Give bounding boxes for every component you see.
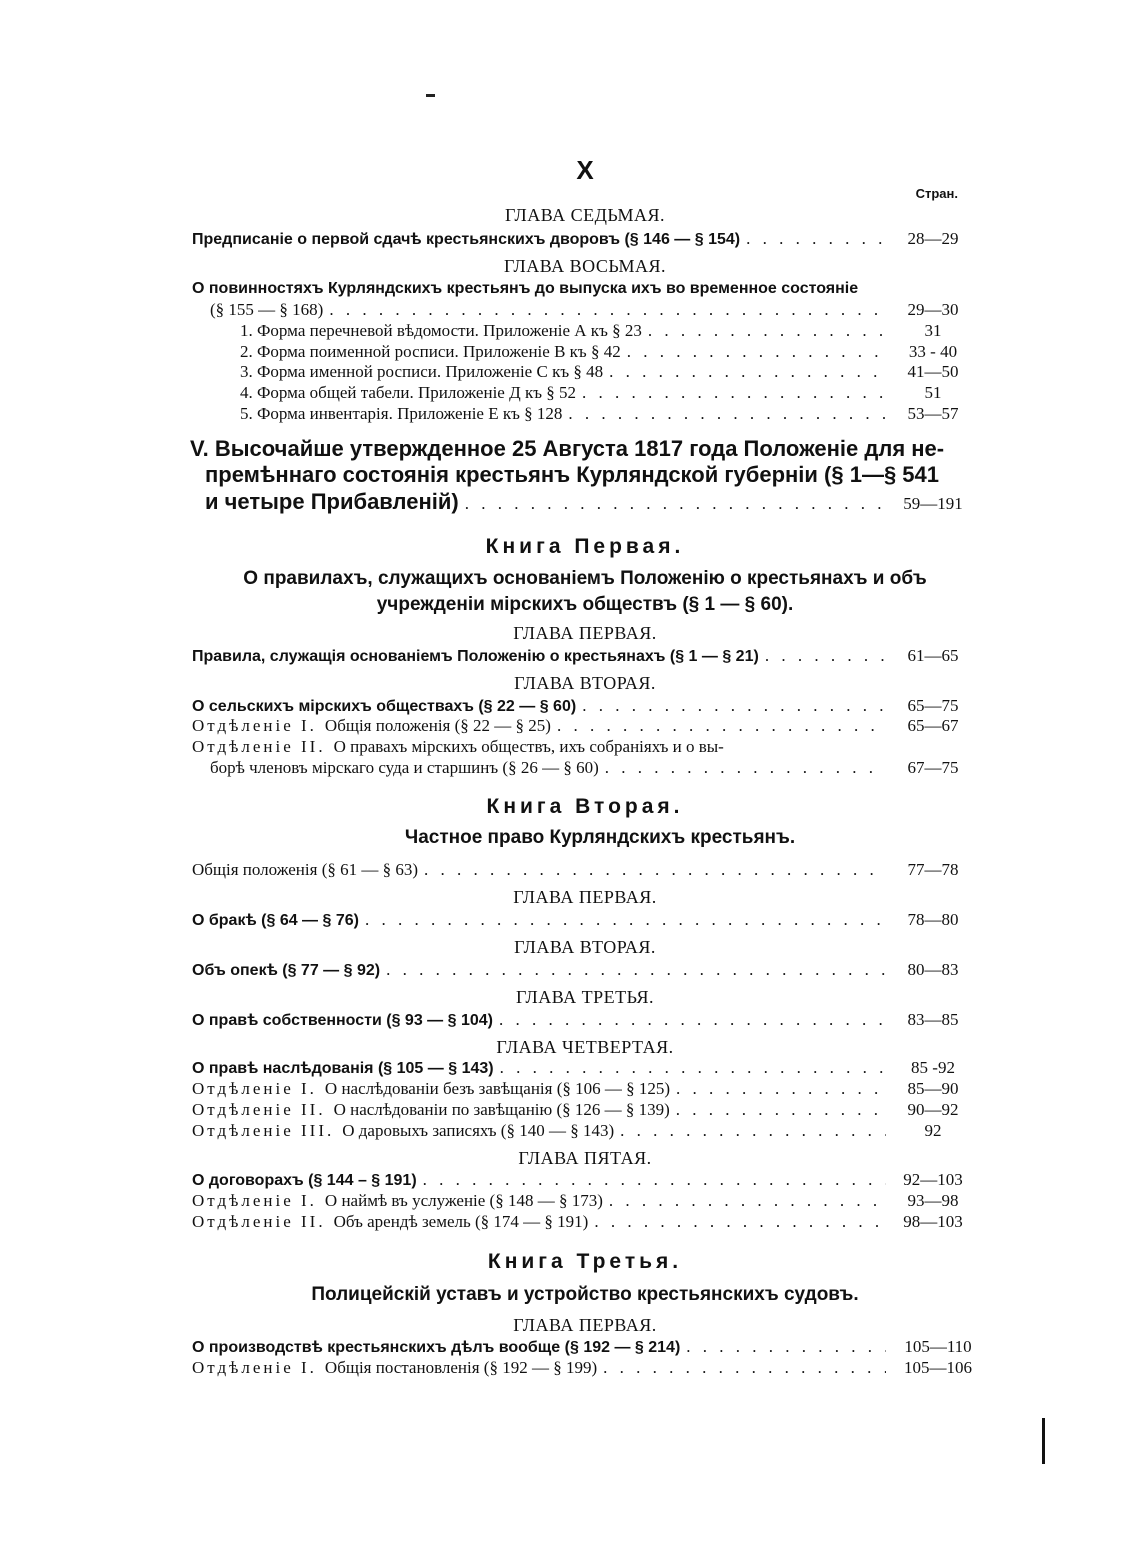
scan-edge-mark [1042,1418,1045,1464]
toc-entry [192,696,974,717]
chapter-heading: ГЛАВА СЕДЬМАЯ. [504,205,666,225]
part-title-cont: и четыре Прибавленій) [205,489,459,514]
entry-pages: 92—103 [903,1170,963,1189]
entry-pages: 51 [924,383,942,402]
toc-entry [192,1358,984,1379]
entry-title: О наслѣдованіи по завѣщанію (§ 126 — § 139) [333,1100,670,1119]
toc-entry [240,362,974,383]
entry-title: 2. Форма поименной росписи. Приложеніе В къ § 42 [240,342,621,361]
entry-title: О бракѣ (§ 64 — § 76) [192,912,359,929]
entry-pages: 29—30 [907,300,959,319]
toc-entry [210,300,974,321]
leader-dots [765,646,886,666]
entry-title: О производствѣ крестьянскихъ дѣлъ вообще (§ 192 — § 214) [192,1339,681,1356]
entry-title-cont: борѣ членовъ мірскаго суда и старшинъ (§ 26 — § 60) [210,758,599,777]
entry-title: Предписаніе о первой сдачѣ крестьянскихъ дворовъ (§ 146 — § 154) [192,231,741,248]
toc-entry [192,1337,984,1358]
section-label: Отдѣленіе I. [192,1191,317,1210]
toc-entry [210,758,974,779]
entry-pages: 33 - 40 [908,342,958,361]
toc-entry [192,1010,974,1031]
entry-pages: 65—75 [907,696,959,715]
entry-title: Общія положенія (§ 22 — § 25) [324,716,551,735]
entry-pages: 85 -92 [911,1058,955,1077]
toc-entry [192,1191,974,1212]
entry-pages: 28—29 [907,229,959,248]
leader-dots [676,1100,886,1120]
toc-entry [192,1058,974,1079]
leader-dots [386,960,886,980]
chapter-heading: ГЛАВА ВТОРАЯ. [514,673,656,693]
entry-pages: 31 [924,321,942,340]
toc-entry [192,1212,974,1233]
entry-title: 3. Форма именной росписи. Приложеніе С къ § 48 [240,362,604,381]
leader-dots [594,1212,886,1232]
toc-entry [240,321,974,342]
entry-pages: 98—103 [903,1212,963,1231]
chapter-heading: ГЛАВА ПЯТАЯ. [518,1148,652,1168]
entry-title: Правила, служащія основаніемъ Положенію о крестьянахъ (§ 1 — § 21) [192,648,759,665]
toc-entry [192,1100,974,1121]
book-title: Книга Первая. [485,535,685,558]
book-title: Книга Третья. [487,1250,683,1273]
toc-entry [192,1121,974,1142]
leader-dots [423,1170,886,1190]
leader-dots [500,1058,886,1078]
book-subtitle: О правилахъ, служащихъ основаніемъ Положенію о крестьянахъ и объ [243,568,927,589]
toc-entry [192,1079,974,1100]
entry-pages: 85—90 [907,1079,959,1098]
toc-entry [192,1170,974,1191]
entry-pages: 59—191 [903,494,963,513]
toc-entry [240,342,974,363]
toc-entry [192,910,974,931]
leader-dots [499,1010,886,1030]
entry-pages: 65—67 [907,716,959,735]
section-label: Отдѣленіе II. [192,1212,326,1231]
entry-title: О сельскихъ мірскихъ обществахъ (§ 22 — § 60) [192,698,577,715]
entry-title: Общія постановленія (§ 192 — § 199) [324,1358,598,1377]
leader-dots [620,1121,886,1141]
entry-title: Общія положенія (§ 61 — § 63) [192,860,419,879]
leader-dots [582,696,886,716]
section-label: Отдѣленіе I. [192,1358,317,1377]
entry-title: О наслѣдованіи безъ завѣщанія (§ 106 — § 125) [324,1079,671,1098]
book-title: Книга Вторая. [486,795,684,818]
page-number: X [576,155,594,185]
leader-dots [582,383,886,403]
leader-dots [609,1191,886,1211]
toc-entry [192,860,974,881]
leader-dots [568,404,886,424]
entry-title: 4. Форма общей табели. Приложеніе Д къ § 52 [240,383,576,402]
entry-pages: 80—83 [907,960,959,979]
entry-pages: 41—50 [907,362,959,381]
toc-entry [192,716,974,737]
chapter-heading: ГЛАВА ВТОРАЯ. [514,937,656,957]
chapter-heading: ГЛАВА ЧЕТВЕРТАЯ. [496,1037,674,1057]
entry-pages: 78—80 [907,910,959,929]
leader-dots [746,229,886,249]
chapter-heading: ГЛАВА ПЕРВАЯ. [513,623,657,643]
entry-pages: 90—92 [907,1100,959,1119]
entry-pages: 92 [924,1121,942,1140]
entry-pages: 93—98 [907,1191,959,1210]
entry-title: Объ опекѣ (§ 77 — § 92) [192,962,381,979]
section-label: Отдѣленіе I. [192,716,317,735]
section-label: Отдѣленіе II. [192,1100,326,1119]
leader-dots [627,342,886,362]
part-title-cont: премѣннаго состоянія крестьянъ Курляндской губерніи (§ 1—§ 541 [205,462,940,487]
entry-title: О даровыхъ записяхъ (§ 140 — § 143) [342,1121,615,1140]
entry-title: 5. Форма инвентарія. Приложеніе Е къ § 128 [240,404,563,423]
book-subtitle: Полицейскій уставъ и устройство крестьянскихъ судовъ. [311,1284,859,1305]
toc-entry [192,229,974,250]
scan-mark [426,94,435,97]
chapter-heading: ГЛАВА ПЕРВАЯ. [513,887,657,907]
section-label: Отдѣленіе III. [192,1121,335,1140]
book-subtitle-cont: учрежденіи мірскихъ обществъ (§ 1 — § 60). [376,594,794,615]
leader-dots [686,1337,886,1357]
leader-dots [648,321,886,341]
entry-pages: 83—85 [907,1010,959,1029]
toc-entry [192,646,974,667]
toc-entry [205,489,974,515]
leader-dots [424,860,886,880]
leader-dots [609,362,886,382]
entry-title: О правахъ мірскихъ обществъ, ихъ собраніяхъ и о вы- [333,737,724,756]
entry-title: 1. Форма перечневой вѣдомости. Приложеніе А къ § 23 [240,321,642,340]
section-label: Отдѣленіе I. [192,1079,317,1098]
entry-title: О правѣ наслѣдованія (§ 105 — § 143) [192,1060,494,1077]
part-title: V. Высочайше утвержденное 25 Августа 1817 года Положеніе для не- [190,436,945,461]
toc-entry [192,737,974,757]
entry-title: О правѣ собственности (§ 93 — § 104) [192,1012,493,1029]
leader-dots [603,1358,886,1378]
leader-dots [329,300,886,320]
pages-column-label: Стран. [915,186,958,201]
section-label: Отдѣленіе II. [192,737,326,756]
leader-dots [465,494,886,514]
entry-title: О наймѣ въ услуженіе (§ 148 — § 173) [324,1191,603,1210]
entry-title: О договорахъ (§ 144 – § 191) [192,1172,417,1189]
entry-pages: 105—106 [904,1358,972,1377]
book-subtitle: Частное право Курляндскихъ крестьянъ. [404,827,796,848]
entry-pages: 77—78 [907,860,959,879]
entry-title: О повинностяхъ Курляндскихъ крестьянъ до выпуска ихъ во временное состояніе [192,280,859,297]
leader-dots [676,1079,886,1099]
leader-dots [557,716,886,736]
chapter-heading: ГЛАВА ТРЕТЬЯ. [515,987,654,1007]
toc-entry [240,383,974,404]
entry-title-cont: (§ 155 — § 168) [210,300,324,319]
toc-entry [240,404,974,425]
leader-dots [605,758,886,778]
entry-pages: 53—57 [907,404,959,423]
entry-pages: 67—75 [907,758,959,777]
chapter-heading: ГЛАВА ПЕРВАЯ. [513,1315,657,1335]
chapter-heading: ГЛАВА ВОСЬМАЯ. [504,256,666,276]
entry-pages: 61—65 [907,646,959,665]
toc-entry [192,960,974,981]
entry-title: Объ арендѣ земель (§ 174 — § 191) [333,1212,589,1231]
entry-pages: 105—110 [904,1337,972,1356]
leader-dots [365,910,886,930]
